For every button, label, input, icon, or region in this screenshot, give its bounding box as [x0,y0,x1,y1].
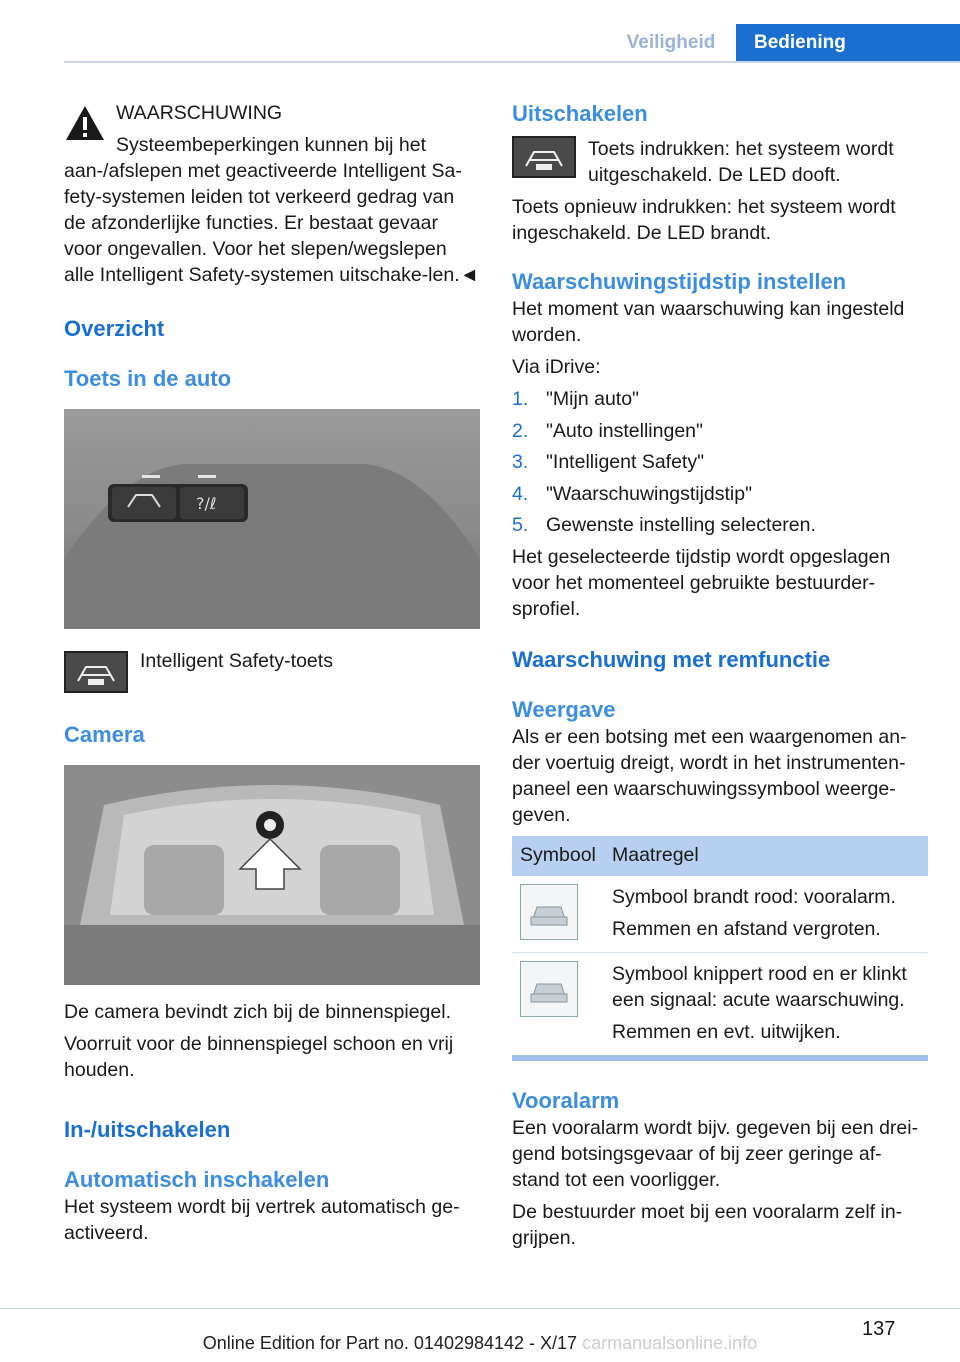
heading-overzicht: Overzicht [64,316,165,341]
button-photo-drawing [64,409,480,629]
svg-text:?/ℓ: ?/ℓ [196,494,217,513]
heading-waarschuwingstijdstip: Waarschuwingstijdstip instellen [512,269,847,294]
uitschakelen-text-2: Toets opnieuw indrukken: het systeem wordt ingeschakeld. De LED brandt. [512,196,896,244]
heading-toets: Toets in de auto [64,366,232,391]
table-end-rule [512,1055,928,1061]
list-item: 4. "Waarschuwingstijdstip" [512,482,753,505]
car-warning-icon [520,961,578,1017]
table-row [512,952,928,1055]
row1-text-b: Remmen en afstand vergroten. [612,917,881,940]
waarschuwingstijdstip-text-3: Het geselecteerde tijdstip wordt opgeslagen voor het momenteel gebruikte bestuurder-sprofiel. [512,545,891,620]
car-warning-icon [520,884,578,940]
row2-text-b: Remmen en evt. uitwijken. [612,1020,841,1043]
watermark-text: carmanualsonline.info [582,1333,758,1353]
camera-text-1: De camera bevindt zich bij de binnenspiegel. [64,1001,451,1023]
edition-text: Online Edition for Part no. 01402984142 - X/17 [202,1333,578,1353]
footer [0,1333,960,1354]
waarschuwingstijdstip-text-1: Het moment van waarschuwing kan ingesteld worden. [512,298,905,346]
camera-photo [64,765,480,985]
warning-triangle-icon [64,104,106,142]
heading-weergave: Weergave [512,696,616,722]
table-row [512,876,928,953]
footer-rule [0,1308,960,1309]
row1-text-a: Symbool brandt rood: vooralarm. [612,885,896,908]
list-item: 1. "Mijn auto" [512,388,639,410]
automatisch-text: Het systeem wordt bij vertrek automatisch ge-activeerd. [64,1196,460,1244]
list-item: 5. Gewenste instelling selecteren. [512,514,816,536]
button-photo [64,409,480,629]
tab-veiligheid[interactable]: Veiligheid [626,31,716,53]
warning-text: aan-/afslepen met geactiveerde Intelligent Sa-fety-systemen leiden tot verkeerd gedrag van de afzonderlijke functies. Er bestaat gevaar voor ongevallen. Voor het slepen/wegslepen alle Intelligent Safety-systemen uitschake-len.◄ [64,160,479,286]
table-header-symbool: Symbool [512,836,604,876]
heading-in-uitschakelen: In-/uitschakelen [64,1117,231,1142]
intelligent-safety-button-icon-2 [512,136,576,178]
heading-vooralarm: Vooralarm [512,1087,620,1113]
page-number: 137 [862,1318,896,1340]
vooralarm-text-2: De bestuurder moet bij een vooralarm zelf in-grijpen. [512,1200,903,1249]
vooralarm-text-1: Een vooralarm wordt bijv. gegeven bij een drei-gend botsingsgevaar of bij zeer geringe af-stand tot een voorligger. [512,1116,919,1191]
heading-remfunctie: Waarschuwing met remfunctie [512,646,831,672]
list-item: 2. "Auto instellingen" [512,419,703,442]
symbol-table [512,836,928,1055]
button-caption: Intelligent Safety-toets [140,650,333,672]
right-column [512,100,928,1251]
weergave-text: Als er een botsing met een waargenomen an-der voertuig dreigt, wordt in het instrumenten-paneel een waarschuwingssymbool weerge-geven. [512,725,907,826]
uitschakelen-row [512,136,928,188]
camera-photo-drawing [64,765,480,985]
table-header-maatregel: Maatregel [604,836,928,876]
list-item: 3. "Intelligent Safety" [512,451,705,473]
heading-uitschakelen: Uitschakelen [512,101,648,126]
tab-bediening[interactable]: Bediening [736,24,960,61]
warning-first-line: Systeembeperkingen kunnen bij het [116,134,427,156]
intelligent-safety-button-icon [64,651,128,693]
header-rule [64,61,960,63]
uitschakelen-text-1: Toets indrukken: het systeem wordt uitgeschakeld. De LED dooft. [588,138,894,186]
left-column [64,100,480,1246]
button-legend [64,651,480,693]
heading-automatisch: Automatisch inschakelen [64,1167,330,1192]
row2-text-a: Symbool knippert rood en er klinkt een signaal: acute waarschuwing. [612,962,907,1011]
camera-text-2: Voorruit voor de binnenspiegel schoon en vrij houden. [64,1033,454,1081]
heading-camera: Camera [64,722,145,747]
idrive-steps [512,386,928,538]
waarschuwingstijdstip-text-2: Via iDrive: [512,356,601,378]
warning-title: WAARSCHUWING [116,102,283,124]
warning-block [64,100,480,158]
